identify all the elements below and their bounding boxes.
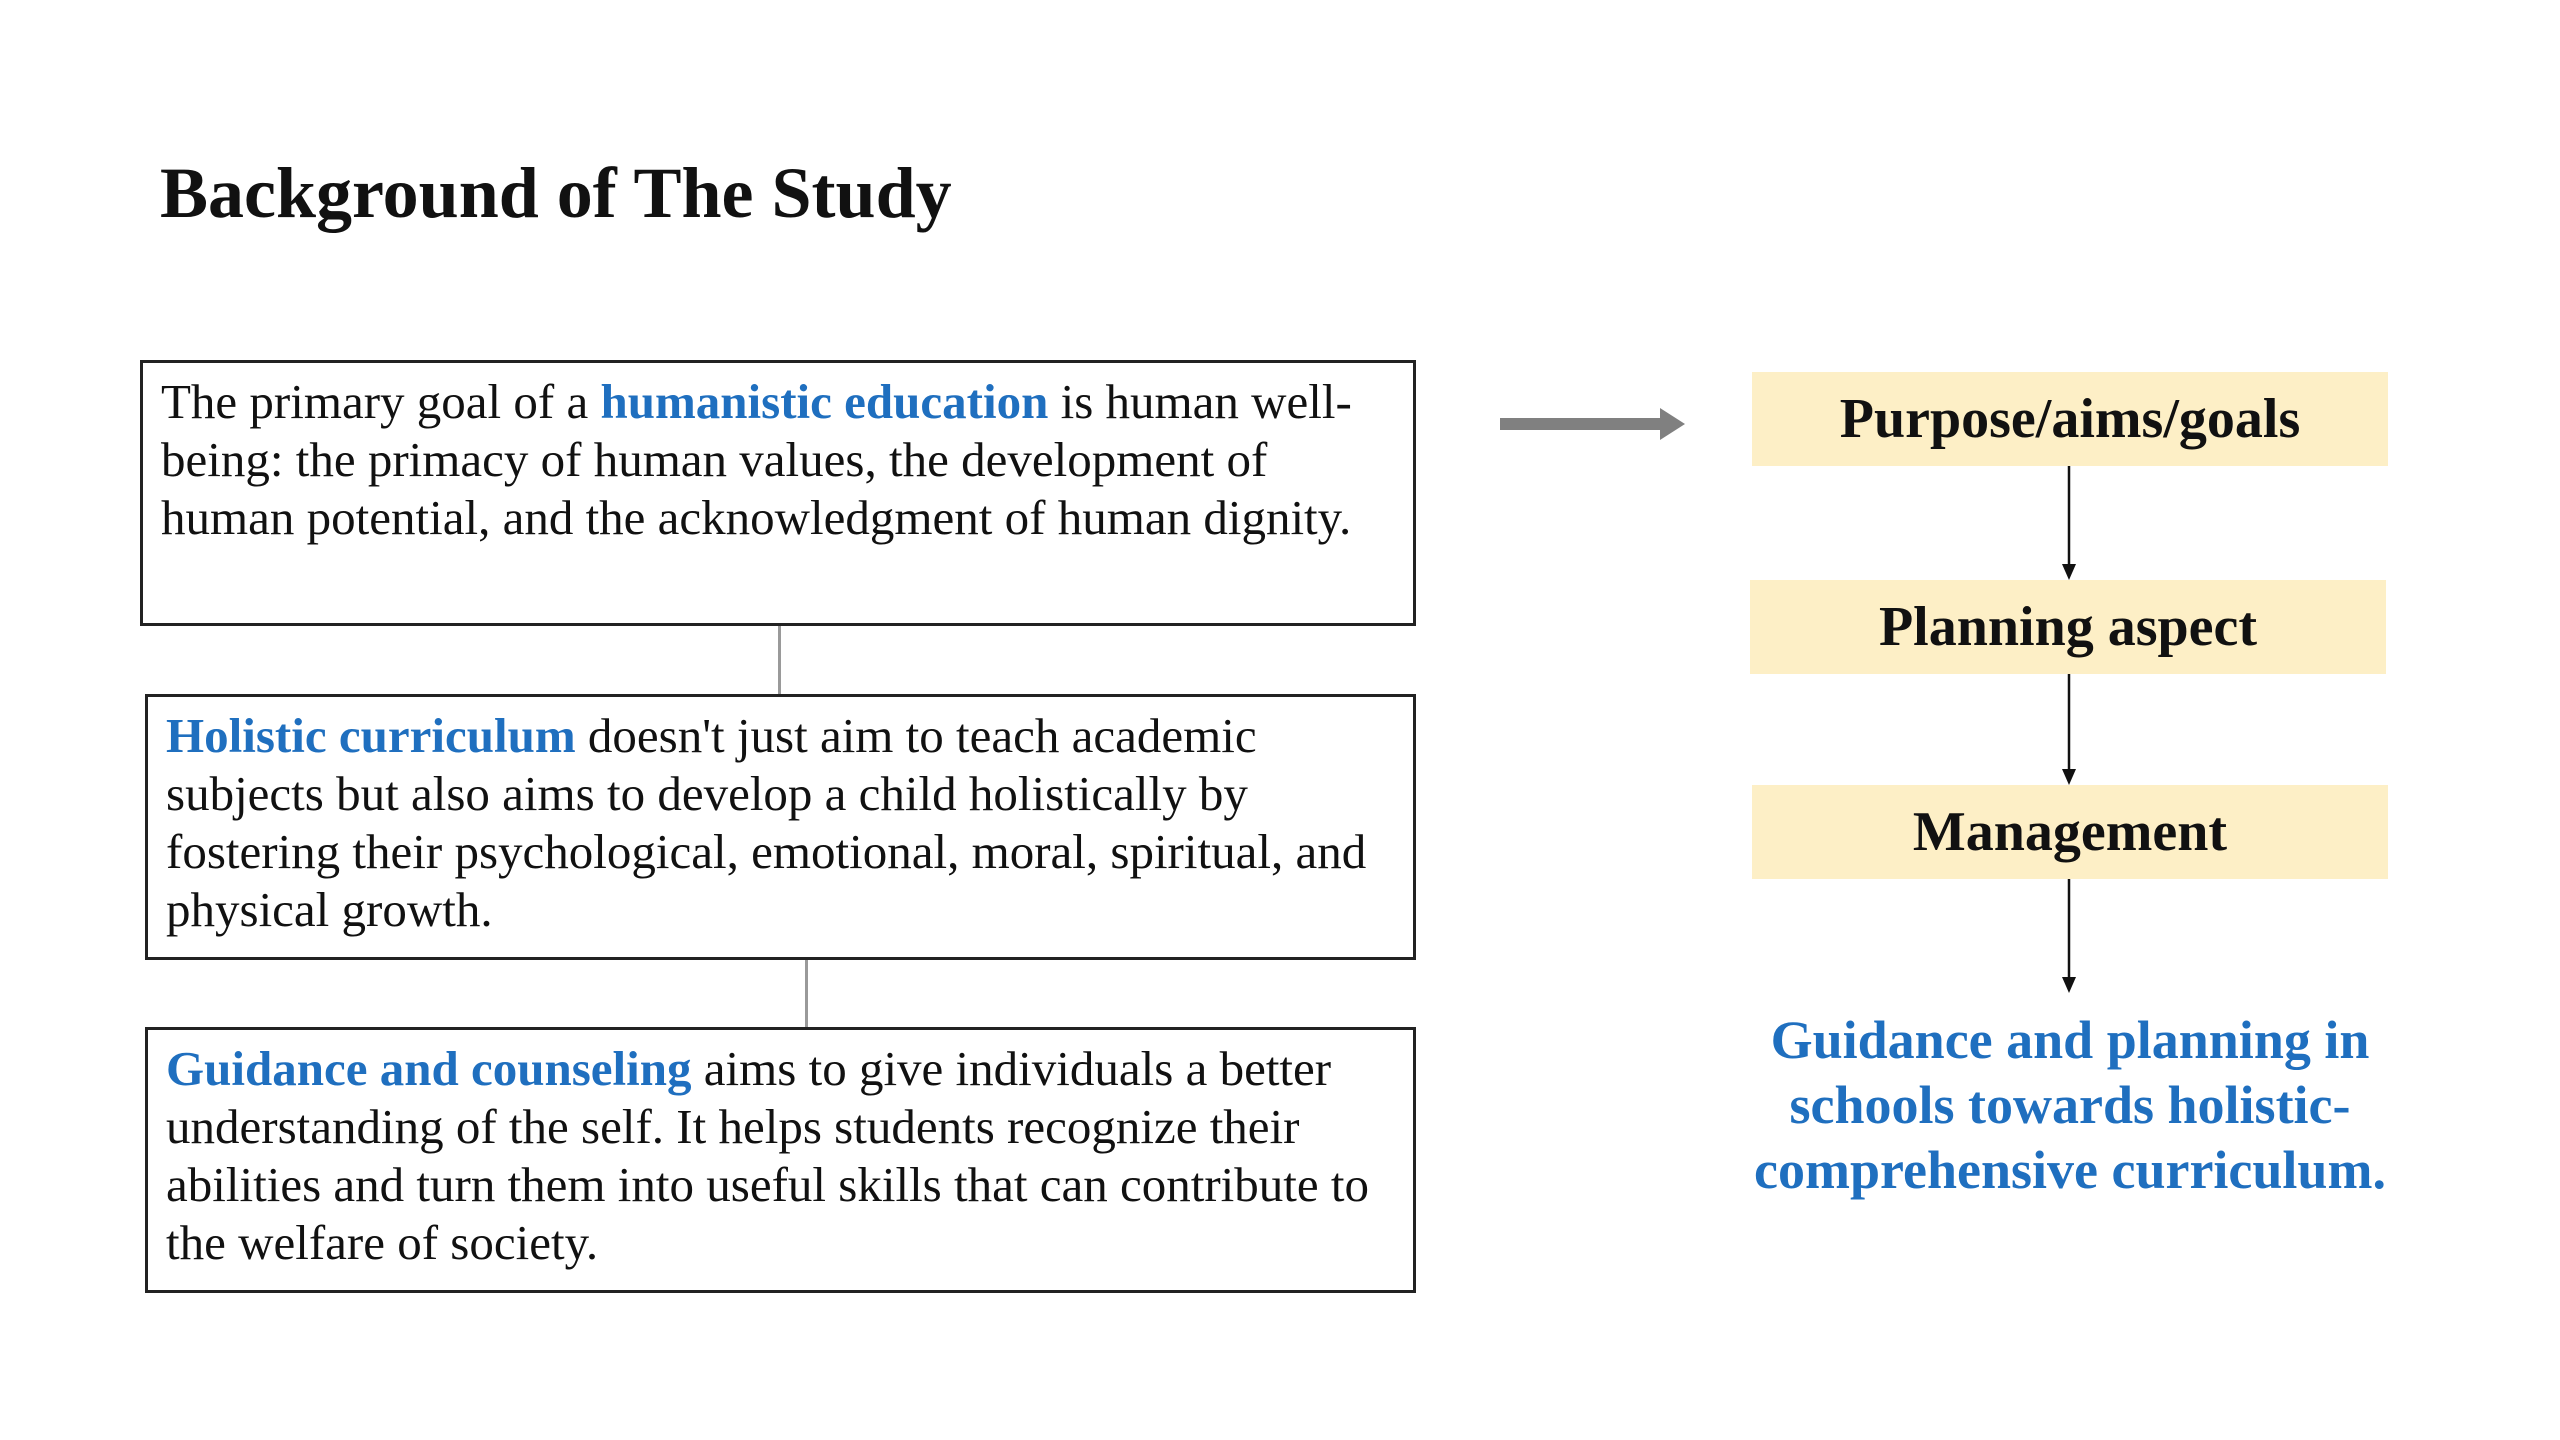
down-arrow-icon xyxy=(2059,466,2079,580)
flow-step-purpose: Purpose/aims/goals xyxy=(1752,372,2388,466)
guidance-counseling-highlight: Guidance and counseling xyxy=(166,1041,692,1096)
box-connector-line xyxy=(778,626,781,694)
flow-result-text: Guidance and planning in schools towards holistic-comprehensive curriculum. xyxy=(1754,1010,2386,1200)
guidance-counseling-text xyxy=(166,1040,1395,1272)
holistic-curriculum-box xyxy=(145,694,1416,960)
guidance-counseling-box xyxy=(145,1027,1416,1293)
humanistic-education-text-after: is human well-being: the primacy of human values, the development of human potential, and the acknowledgment of human dignity. xyxy=(161,374,1352,545)
holistic-curriculum-text-after: doesn't just aim to teach academic subjects but also aims to develop a child holistically by fostering their psychological, emotional, moral, spiritual, and physical growth. xyxy=(166,708,1367,937)
right-arrow-icon xyxy=(1500,404,1685,444)
humanistic-education-box xyxy=(140,360,1416,626)
humanistic-education-highlight: humanistic education xyxy=(600,374,1049,429)
holistic-curriculum-text xyxy=(166,707,1395,939)
down-arrow-icon xyxy=(2059,879,2079,993)
holistic-curriculum-highlight: Holistic curriculum xyxy=(166,708,576,763)
flow-step-planning: Planning aspect xyxy=(1750,580,2386,674)
page-title: Background of The Study xyxy=(160,153,952,233)
humanistic-education-text-before: The primary goal of a xyxy=(161,374,601,429)
humanistic-education-text xyxy=(161,373,1395,547)
box-connector-line xyxy=(805,960,808,1027)
guidance-counseling-text-after: aims to give individuals a better understanding of the self. It helps students recognize their abilities and turn them into useful skills that can contribute to the welfare of society. xyxy=(166,1041,1369,1270)
down-arrow-icon xyxy=(2059,674,2079,785)
flow-step-management: Management xyxy=(1752,785,2388,879)
